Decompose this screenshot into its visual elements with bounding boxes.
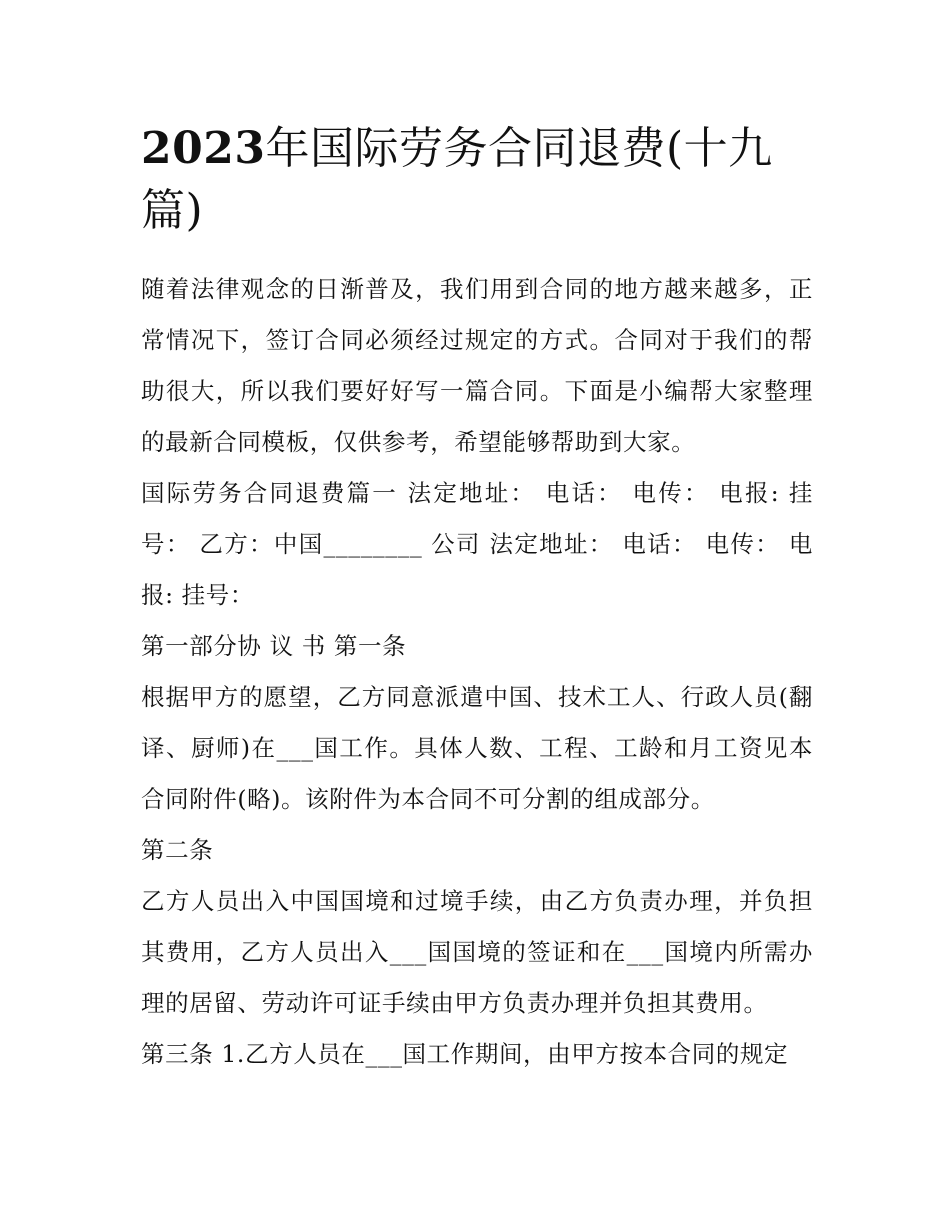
article-two-paragraph: 乙方人员出入中国国境和过境手续，由乙方负责办理，并负担其费用，乙方人员出入___国国境的签证和在___国境内所需办理的居留、劳动许可证手续由甲方负责办理并负担其费用。 xyxy=(141,887,813,1017)
intro-paragraph: 随着法律观念的日渐普及，我们用到合同的地方越来越多，正常情况下，签订合同必须经过规定的方式。合同对于我们的帮助很大，所以我们要好好写一篇合同。下面是小编帮大家整理的最新合同模板，仅供参考，希望能够帮助到大家。 xyxy=(141,275,813,456)
party-info-paragraph: 国际劳务合同退费篇一 法定地址： 电话： 电传： 电报: 挂号： 乙方：中国________ 公司 法定地址： 电话： 电传： 电报: 挂号： xyxy=(141,479,813,609)
section-heading-part-one: 第一部分协 议 书 第一条 xyxy=(141,632,407,660)
document-title xyxy=(141,118,813,242)
article-one-paragraph: 根据甲方的愿望，乙方同意派遣中国、技术工人、行政人员(翻译、厨师)在___国工作。具体人数、工程、工龄和月工资见本合同附件(略)。该附件为本合同不可分割的组成部分。 xyxy=(141,683,813,813)
title-year: 2023 xyxy=(141,123,266,174)
title-text: 年国际劳务合同退费(十九篇) xyxy=(141,123,773,236)
article-three-paragraph: 第三条 1.乙方人员在___国工作期间，由甲方按本合同的规定 xyxy=(141,1040,789,1068)
document-page xyxy=(141,118,813,1080)
article-two-heading: 第二条 xyxy=(141,836,214,864)
